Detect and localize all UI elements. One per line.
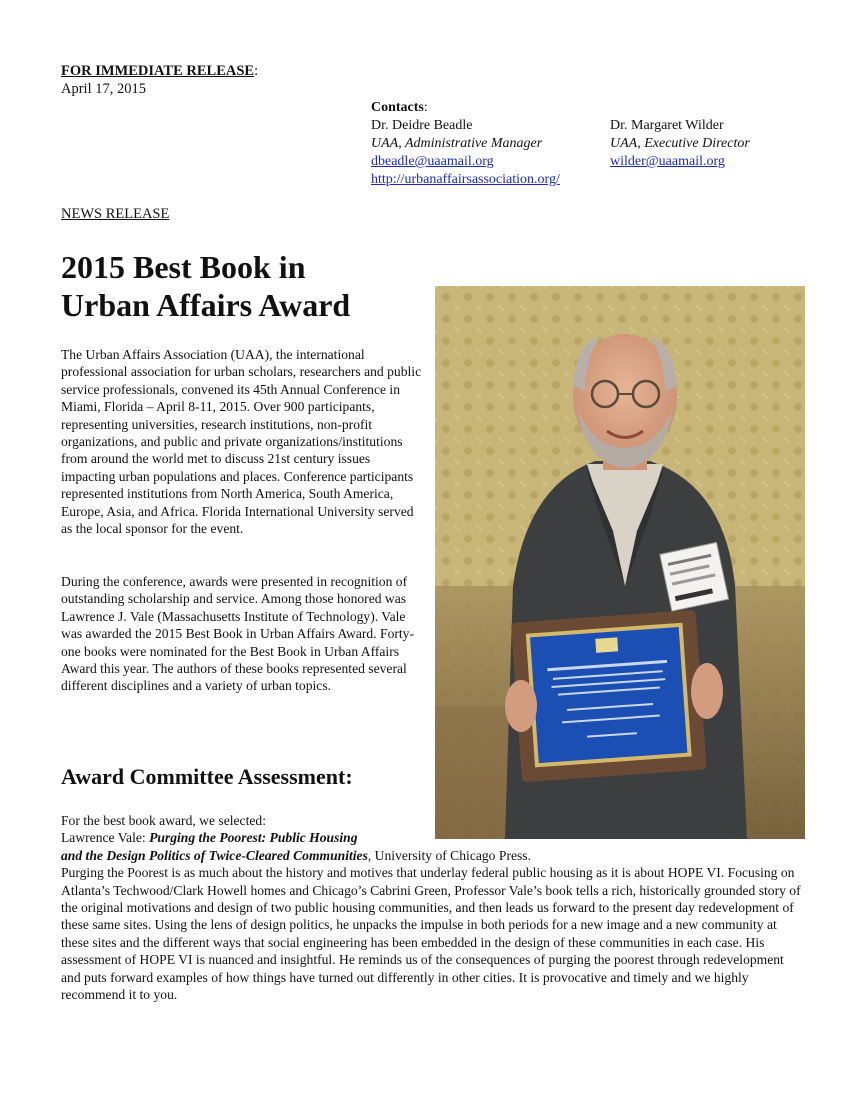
contacts-heading: Contacts xyxy=(371,100,424,115)
contact2-email-line xyxy=(610,153,810,171)
headline-line1: 2015 Best Book in xyxy=(61,249,306,285)
assessment-book-line2 xyxy=(61,847,801,864)
release-label-line xyxy=(61,62,258,80)
headline-line2: Urban Affairs Award xyxy=(61,287,351,323)
website-line xyxy=(371,171,560,189)
website-link[interactable]: http://urbanaffairsassociation.org/ xyxy=(371,172,560,187)
release-label: FOR IMMEDIATE RELEASE xyxy=(61,63,255,79)
award-photo xyxy=(435,286,805,839)
left-hand xyxy=(505,680,537,732)
assessment-text: Purging the Poorest is as much about the history and motives that underlay federal public housing as it is about HOPE VI. Focusing on Atlanta’s Techwood/Clark Howell homes and Chicago’s Cabrini Green, Professor Vale’s book tells a rich, historically grounded story of the original motivations and design of two public housing communities, and then leads us forward to the present day redevelopment of these same sites. Using the lens of design politics, he unpacks the impulse in both periods for a new image and a new community at these sites and the different ways that social engineering has been embedded in the design of these communities in each case. His assessment of HOPE VI is nuanced and insightful. He reminds us of the consequences of purging the poorest through redevelopment and puts forward examples of how things have turned out differently in other cities. It is provocative and timely and we highly recommend it to you. xyxy=(61,865,801,1003)
news-release-label: NEWS RELEASE xyxy=(61,206,170,222)
assessment-heading: Award Committee Assessment: xyxy=(61,764,353,789)
contact2-column xyxy=(610,117,810,171)
right-hand xyxy=(691,663,723,719)
release-label-colon: : xyxy=(254,63,259,79)
assessment-intro: For the best book award, we selected: xyxy=(61,813,266,828)
paragraph-conference: The Urban Affairs Association (UAA), the international professional association for urban scholars, researchers and public service professionals, convened its 45th Annual Conference in Miami, Florida – April 8-11, 2015. Over 900 participants, representing universities, research institutions, non-profit organizations, and public and private organizations/institutions from around the world met to discuss 21st century issues impacting urban populations and places. Conference participants represented institutions from North America, South America, Europe, Asia, and Africa. Florida International University served as the local sponsor for the event. xyxy=(61,347,422,537)
uaa-logo-icon xyxy=(595,637,618,653)
headline xyxy=(61,248,350,324)
contact1-role xyxy=(371,135,560,153)
contacts-heading-colon: : xyxy=(423,100,428,115)
assessment-author: Lawrence Vale: xyxy=(61,830,150,846)
award-photo-illustration xyxy=(435,286,805,839)
award-plaque xyxy=(511,610,707,783)
book-title-part1: Purging the Poorest: Public Housing xyxy=(149,830,358,846)
publisher: , University of Chicago Press. xyxy=(367,847,531,863)
contact2-name: Dr. Margaret Wilder xyxy=(610,118,724,133)
contact2-role-text: UAA, Executive Director xyxy=(610,136,750,151)
paragraph-awards: During the conference, awards were presented in recognition of outstanding scholarship and service. Among those honored was Lawrence J. Vale (Massachusetts Institute of Technology). Vale was awarded the 2015 Best Book in Urban Affairs Award. Forty-one books were nominated for the Best Book in Urban Affairs Award this year. The authors of these books represented several different disciplines and a variety of urban topics. xyxy=(61,574,415,694)
book-title-part2: and the Design Politics of Twice-Cleared Communities xyxy=(61,847,368,863)
contact1-email-line xyxy=(371,153,560,171)
contact1-name: Dr. Deidre Beadle xyxy=(371,118,473,133)
assessment-body xyxy=(61,812,801,1003)
contact1-email-link[interactable]: dbeadle@uaamail.org xyxy=(371,154,494,169)
release-block xyxy=(61,62,258,98)
contact1-role-text: UAA, Administrative Manager xyxy=(371,136,543,151)
contact2-email-link[interactable]: wilder@uaamail.org xyxy=(610,154,725,169)
contacts-heading-line xyxy=(371,99,560,117)
release-date: April 17, 2015 xyxy=(61,81,146,97)
contact2-role xyxy=(610,135,810,153)
name-badge xyxy=(660,542,729,611)
contacts-block xyxy=(371,99,750,189)
